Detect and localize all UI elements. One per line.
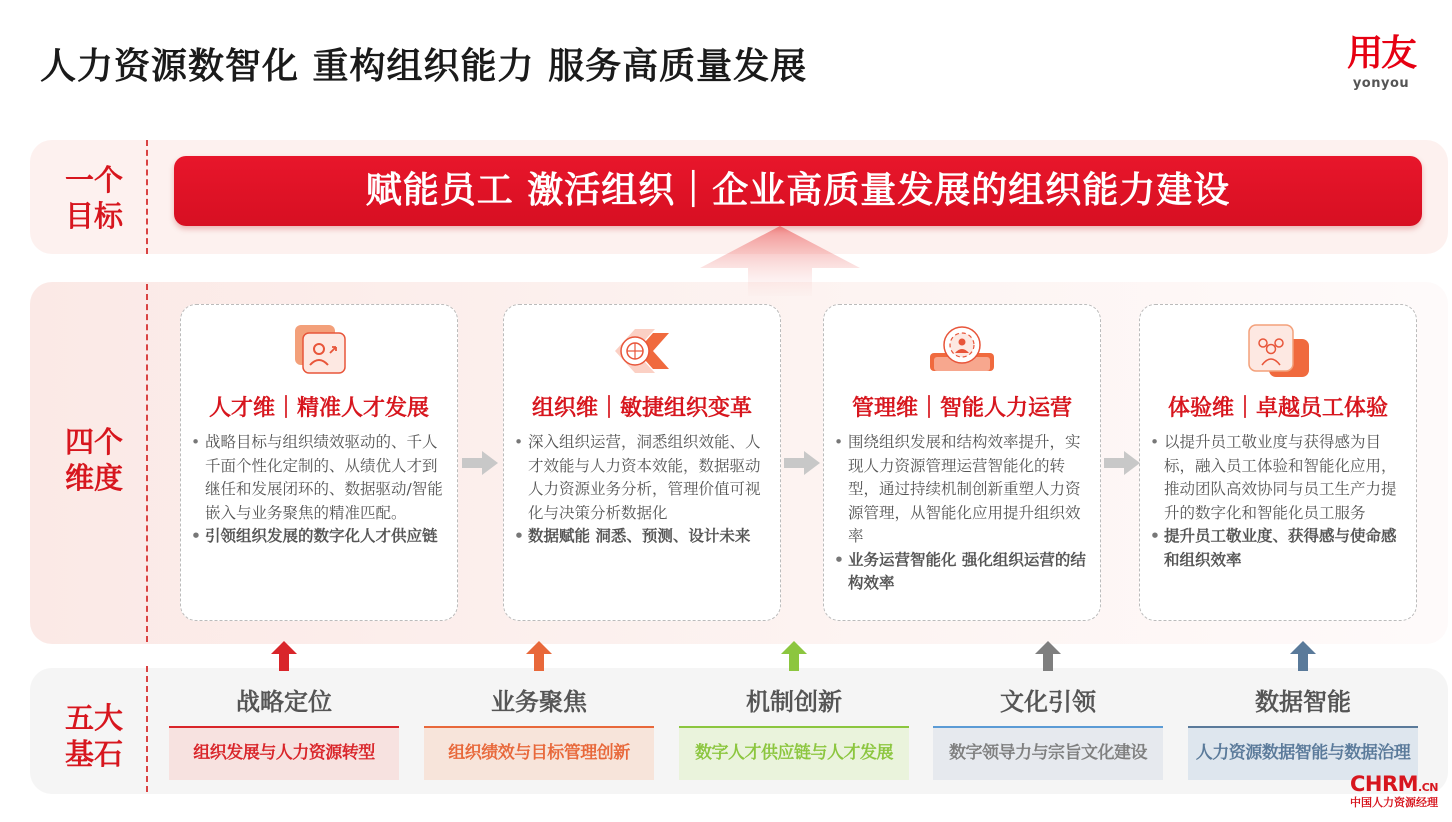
- goal-divider: [146, 140, 148, 254]
- dimension-title: 组织维｜敏捷组织变革: [531, 396, 752, 421]
- foundation-title: 机制创新: [746, 688, 842, 716]
- dimension-card-talent: [180, 304, 458, 621]
- foundation-label-line1: 五大: [64, 701, 123, 735]
- right-arrow-icon: [462, 451, 498, 475]
- dimension-bullet-desc: • 围绕组织发展和结构效率提升，实现人力资源管理运营智能化的转型，通过持续机制创新重塑人力资源管理，从智能化应用提升组织效率: [834, 431, 1092, 549]
- dimension-title: 人才维｜精准人才发展: [208, 396, 429, 421]
- dimension-bullet-desc: • 以提升员工敬业度与获得感为目标，融入员工体验和智能化应用，推动团队高效协同与员工生产力提升的数字化和智能化员工服务: [1150, 431, 1408, 525]
- management-cycle-icon: [926, 323, 998, 379]
- dimension-title: 体验维｜卓越员工体验: [1167, 396, 1388, 421]
- team-people-icon: [1243, 323, 1313, 379]
- dimension-divider: [146, 284, 148, 642]
- up-arrow-icon: [1290, 641, 1316, 671]
- up-arrow-icon: [526, 641, 552, 671]
- right-arrow-icon: [1104, 451, 1140, 475]
- foundation-title: 战略定位: [236, 688, 332, 716]
- dimension-bullet-desc: • 战略目标与组织绩效驱动的、千人千面个性化定制的、从绩优人才到继任和发展闭环的、数据驱动/智能嵌入与业务聚焦的精准匹配。: [191, 431, 449, 525]
- dimension-bullet-desc: • 深入组织运营，洞悉组织效能、人才效能与人力资本效能，数据驱动人力资源业务分析，管理价值可视化与决策分析数据化: [514, 431, 772, 525]
- foundation-row-label: [58, 700, 130, 772]
- up-arrow-icon: [700, 226, 860, 296]
- dimension-bullet-highlight: • 业务运营智能化 强化组织运营的结构效率: [834, 549, 1092, 596]
- dimension-bullet-highlight: • 引领组织发展的数字化人才供应链: [191, 525, 449, 549]
- chrm-sub: 中国人力资源经理: [1350, 796, 1438, 809]
- chrm-main: CHRM: [1349, 772, 1419, 796]
- foundation-title: 业务聚焦: [491, 688, 587, 716]
- chrm-suffix: .CN: [1418, 781, 1439, 794]
- dimension-card-management: [823, 304, 1101, 621]
- foundation-desc: 数字人才供应链与人才发展: [679, 728, 909, 780]
- logo-text-en: yonyou: [1352, 76, 1410, 91]
- dimension-card-experience: [1139, 304, 1417, 621]
- dimension-label-line2: 维度: [64, 461, 123, 495]
- up-arrow-icon: [1035, 641, 1061, 671]
- goal-banner: 赋能员工 激活组织｜企业高质量发展的组织能力建设: [174, 156, 1422, 226]
- up-arrow-icon: [271, 641, 297, 671]
- dimension-row-label: [58, 424, 130, 496]
- dimension-label-line1: 四个: [64, 425, 123, 459]
- chrm-watermark: [1344, 772, 1444, 810]
- dimension-card-organization: [503, 304, 781, 621]
- talent-profile-icon: [289, 323, 349, 379]
- goal-label-line2: 目标: [64, 199, 123, 233]
- up-arrow-icon: [781, 641, 807, 671]
- goal-row-label: [58, 162, 130, 234]
- foundation-desc: 组织绩效与目标管理创新: [424, 728, 654, 780]
- right-arrow-icon: [784, 451, 820, 475]
- foundation-divider: [146, 666, 148, 792]
- foundation-desc: 人力资源数据智能与数据治理: [1188, 728, 1418, 780]
- page-title: 人力资源数智化 重构组织能力 服务高质量发展: [40, 46, 808, 87]
- goal-label-line1: 一个: [64, 163, 123, 197]
- foundation-label-line2: 基石: [64, 737, 123, 771]
- yonyou-logo: [1336, 34, 1426, 91]
- dimension-bullet-highlight: • 提升员工敬业度、获得感与使命感和组织效率: [1150, 525, 1408, 572]
- dimension-bullet-highlight: • 数据赋能 洞悉、预测、设计未来: [514, 525, 772, 549]
- foundation-desc: 数字领导力与宗旨文化建设: [933, 728, 1163, 780]
- logo-text-cn: 用友: [1346, 33, 1415, 74]
- foundation-title: 数据智能: [1255, 688, 1351, 716]
- foundation-desc: 组织发展与人力资源转型: [169, 728, 399, 780]
- globe-network-icon: [607, 323, 677, 379]
- foundation-title: 文化引领: [1000, 688, 1096, 716]
- dimension-title: 管理维｜智能人力运营: [851, 396, 1072, 421]
